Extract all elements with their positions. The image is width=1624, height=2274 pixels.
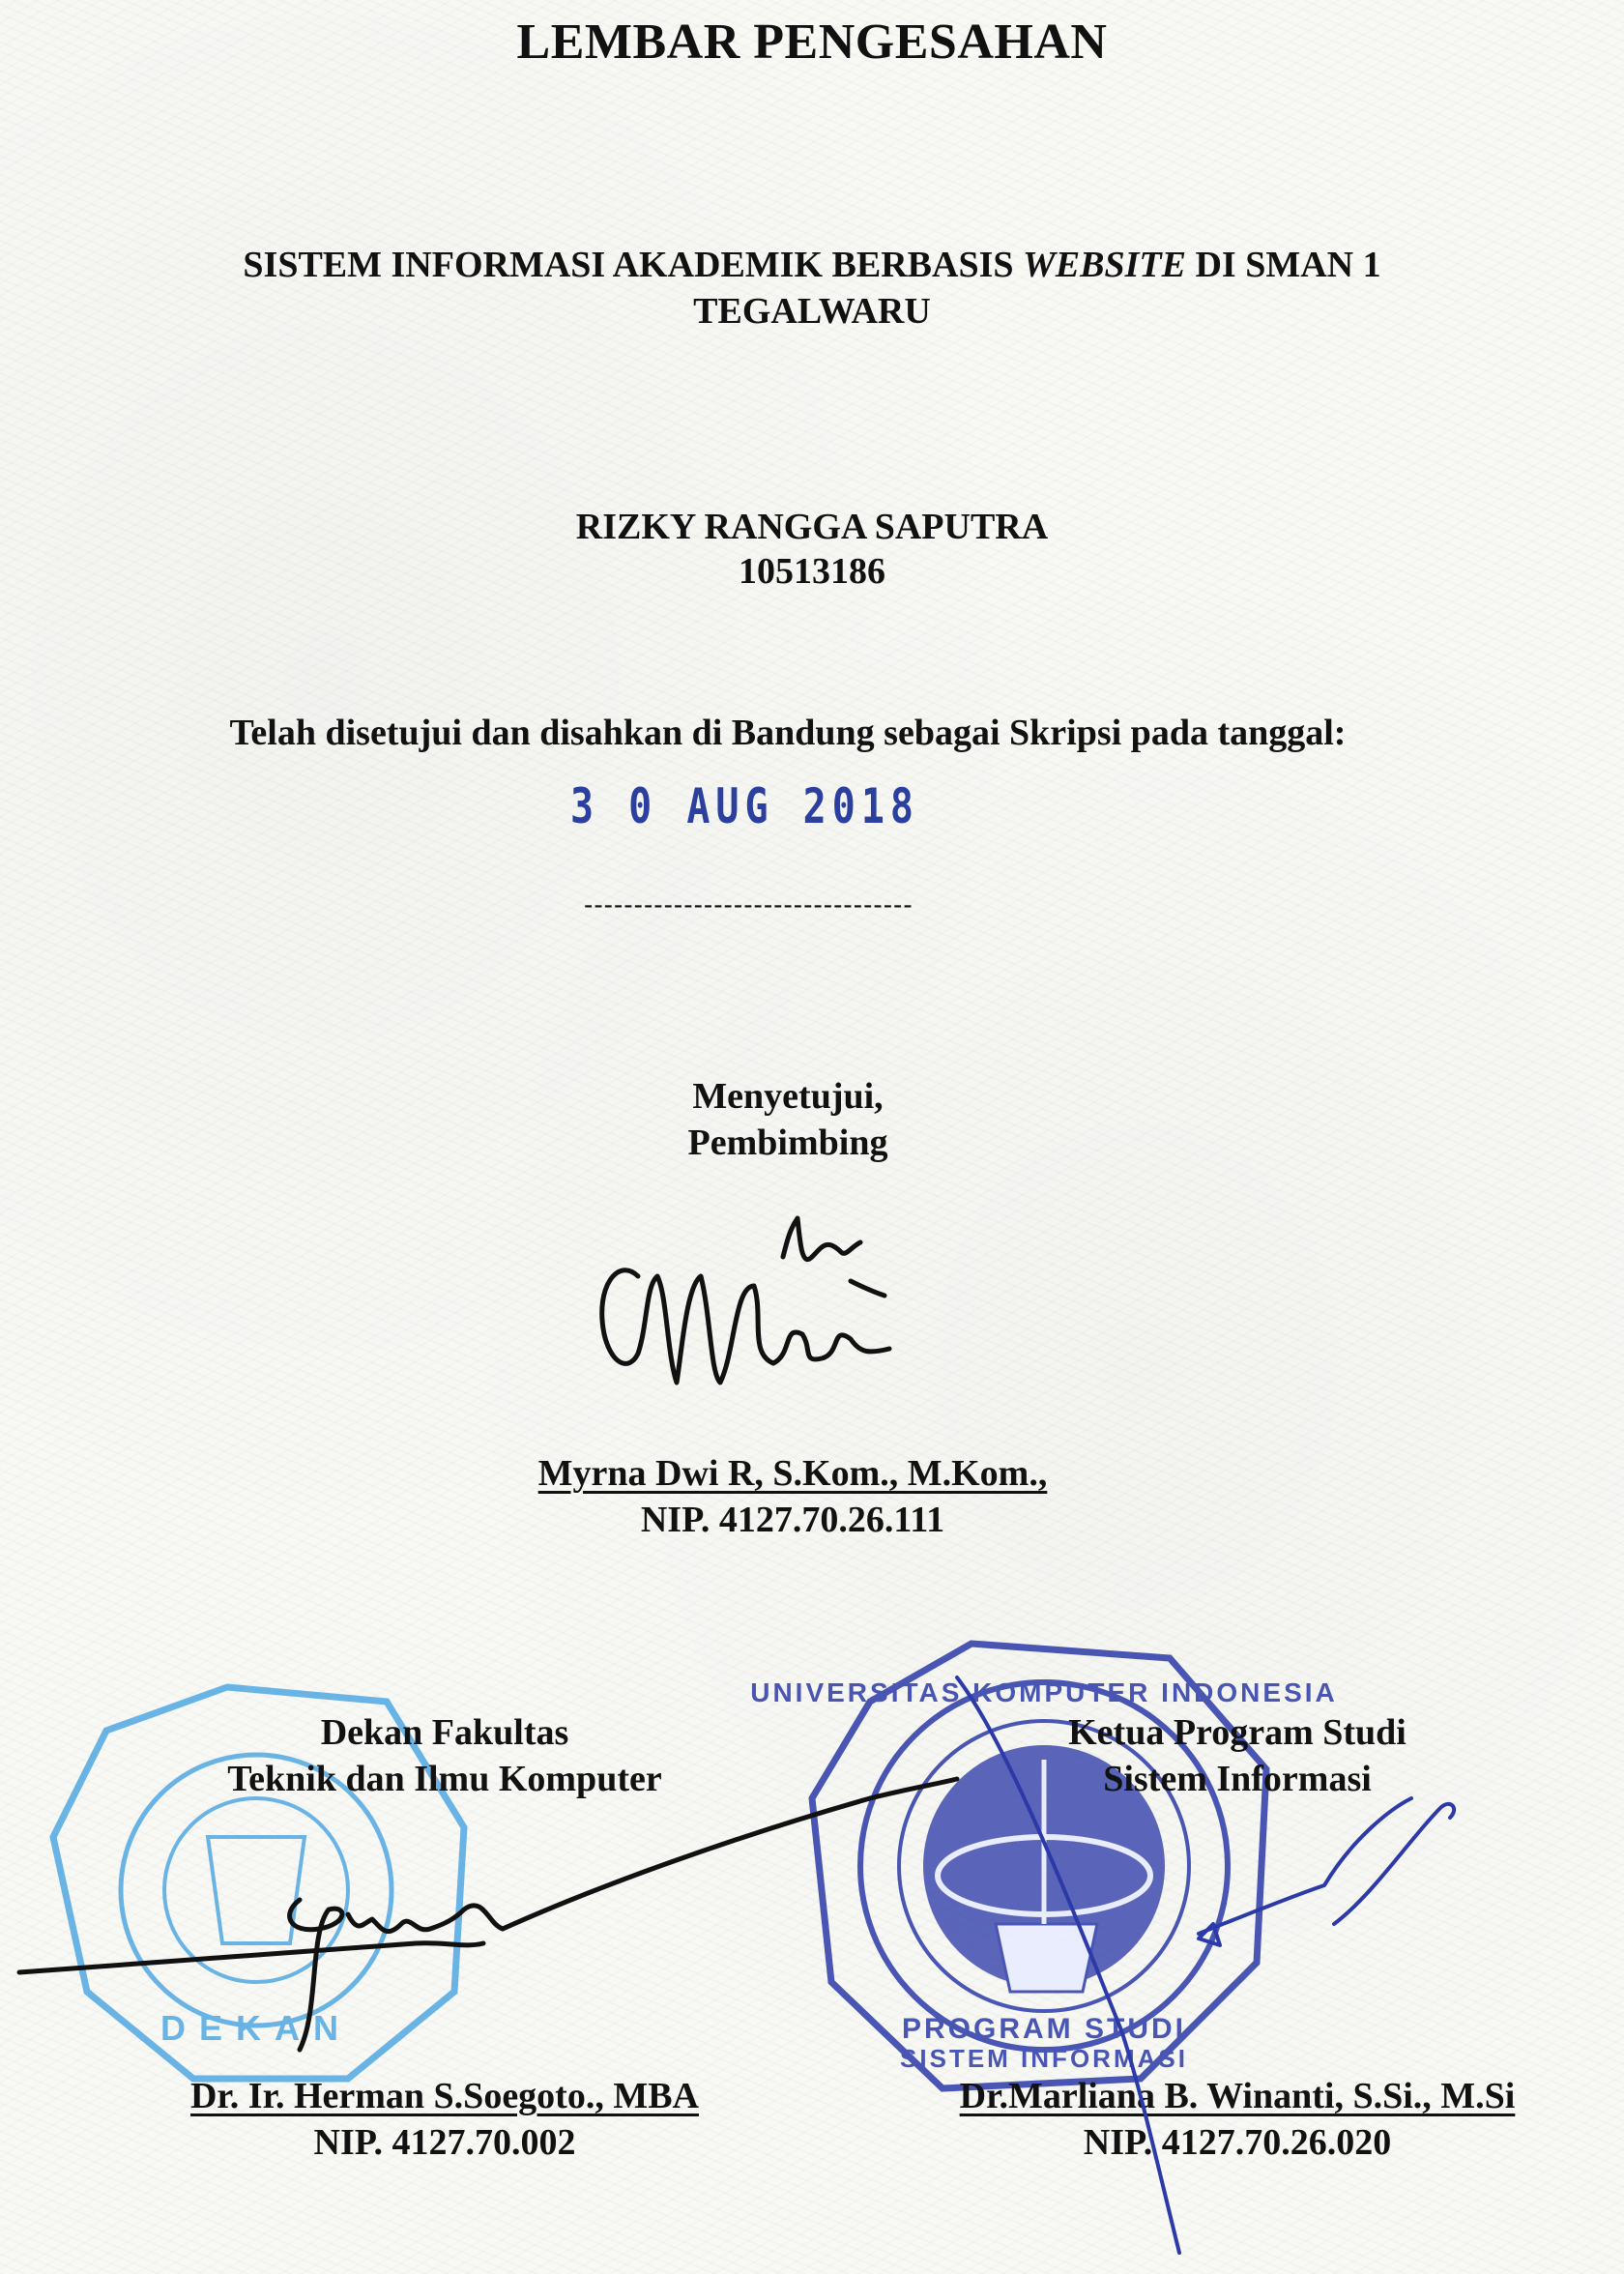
supervisor-role: Pembimbing xyxy=(687,1122,888,1163)
dean-signature xyxy=(19,1779,957,2050)
head-name: Dr.Marliana B. Winanti, S.Si., M.Si xyxy=(959,2076,1516,2116)
date-stamp: 3 0 AUG 2018 xyxy=(570,779,919,835)
thesis-title-line2: TEGALWARU xyxy=(693,291,931,332)
page-title: LEMBAR PENGESAHAN xyxy=(516,15,1108,70)
supervisor-name: Myrna Dwi R, S.Kom., M.Kom., xyxy=(537,1453,1048,1494)
student-id: 10513186 xyxy=(739,551,885,592)
head-nip: NIP. 4127.70.26.020 xyxy=(1083,2122,1392,2163)
supervisor-signature xyxy=(602,1218,889,1383)
dean-nip: NIP. 4127.70.002 xyxy=(313,2122,576,2163)
svg-text:SISTEM INFORMASI: SISTEM INFORMASI xyxy=(900,2044,1188,2073)
dean-name: Dr. Ir. Herman S.Soegoto., MBA xyxy=(189,2076,699,2116)
head-role-line2: Sistem Informasi xyxy=(1103,1759,1372,1799)
dashed-line: --------------------------------- xyxy=(584,889,914,919)
head-signature xyxy=(957,1677,1454,2253)
thesis-title-line1: SISTEM INFORMASI AKADEMIK BERBASIS WEBSITE DI SMAN 1 xyxy=(243,245,1381,285)
agree-label: Menyetujui, xyxy=(692,1076,884,1117)
supervisor-nip: NIP. 4127.70.26.111 xyxy=(640,1500,945,1540)
dean-role-line2: Teknik dan Ilmu Komputer xyxy=(227,1759,662,1799)
svg-text:UNIVERSITAS KOMPUTER INDONESIA: UNIVERSITAS KOMPUTER INDONESIA xyxy=(750,1677,1338,1707)
student-name: RIZKY RANGGA SAPUTRA xyxy=(575,507,1049,547)
head-role-line1: Ketua Program Studi xyxy=(1068,1712,1406,1753)
svg-text:PROGRAM STUDI: PROGRAM STUDI xyxy=(902,2013,1186,2045)
dean-role-line1: Dekan Fakultas xyxy=(320,1712,569,1753)
approval-text: Telah disetujui dan disahkan di Bandung sebagai Skripsi pada tanggal: xyxy=(229,713,1347,753)
svg-text:DEKAN: DEKAN xyxy=(160,2008,353,2048)
